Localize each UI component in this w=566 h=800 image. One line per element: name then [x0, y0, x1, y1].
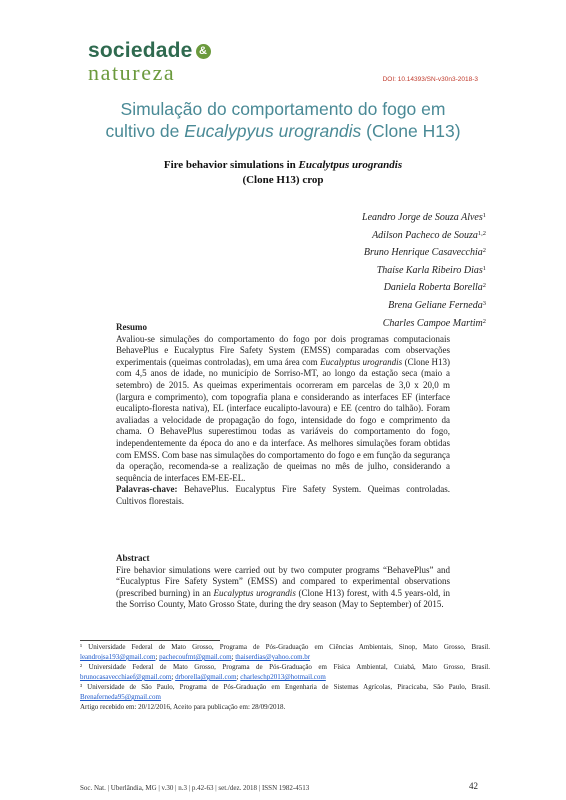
- doi[interactable]: DOI: 10.14393/SN-v30n3-2018-3: [382, 76, 478, 83]
- resumo-section: [116, 322, 450, 508]
- author-list: [362, 208, 486, 331]
- email-link[interactable]: thaiserdias@yahoo.com.br: [235, 653, 311, 661]
- resumo-body: Avaliou-se simulações do comportamento do fogo por dois programas computacionais BehavePlus e Eucalyptus Fire Safety System (EMSS) comparadas com observações experimentais (queimas controladas), em uma área com Eucalyptus urograndis (Clone H13) com 4,5 anos de idade, no município de Sorriso-MT, ao longo da estação seca (maio a setembro) de 2015. As queimas experimentais ocorreram em parcelas de 3,0 x 20,0 m (largura e comprimento), com topografia plana e considerando as interfaces EF (interface eucalipto-floresta nativa), EL (interface eucalipto-lavoura) e EE (centro do talhão). Foram avaliadas a velocidade de propagação do fogo, intensidade do fogo e comprimento da chama. O BehavePlus superestimou todas as variáveis do comportamento do fogo, independentemente da época do ano e da interface. As melhores simulações foram obtidas com EMSS. Com base nas simulações do comportamento do fogo e em função da segurança da operação, recomenda-se a realização de queimas no mês de julho, considerando a sequência de interfaces EM-EE-EL.: [116, 333, 450, 483]
- footnote-3: ³ Universidade de São Paulo, Programa de Pós-Graduação em Engenharia de Sistemas Agrícolas, Piracicaba, São Paulo, Brasil. Brenaferneda95@gmail.com: [80, 683, 490, 701]
- author: Adilson Pacheco de Souza$^{1,2}$: [372, 229, 486, 241]
- footnotes: [80, 642, 490, 712]
- author: Brena Geliane Ferneda$^3$: [388, 299, 486, 311]
- title-portuguese: Simulação do comportamento do fogo em cultivo de Eucalypyus urograndis (Clone H13): [105, 99, 461, 141]
- logo-ampersand: &: [196, 44, 211, 59]
- title-english: Fire behavior simulations in Eucalytpus urograndis (Clone H13) crop: [163, 159, 403, 186]
- logo-line-2: natureza: [88, 60, 176, 85]
- email-link[interactable]: pachecoufmt@gmail.com: [159, 653, 232, 661]
- journal-logo: [88, 40, 211, 84]
- page-number: 42: [469, 781, 478, 791]
- abstract-section: [116, 553, 450, 611]
- footnote-divider: [80, 640, 220, 641]
- email-link[interactable]: Brenaferneda95@gmail.com: [80, 693, 161, 701]
- author: Bruno Henrique Casavecchia$^2$: [363, 247, 486, 259]
- author: Thaíse Karla Ribeiro Dias$^1$: [376, 264, 486, 276]
- journal-citation: Soc. Nat. | Uberlândia, MG | v.30 | n.3 | p.42-63 | set./dez. 2018 | ISSN 1982-4513: [80, 784, 310, 792]
- resumo-keywords: Palavras-chave: BehavePlus. Eucalyptus Fire Safety System. Queimas controladas. Cultivos florestais.: [116, 484, 450, 506]
- abstract-body: Fire behavior simulations were carried out by two computer programs “BehavePlus” and “Eucalyptus Fire Safety System” (EMSS) and compared to experimental observations (prescribed burning) in an Eucalyptus urograndis (Clone H13) forest, with 4.5 years-old, in the Sorriso County, Mato Grosso State, during the dry season (May to September) of 2015.: [116, 564, 450, 610]
- logo-line-1: sociedade &: [88, 40, 211, 61]
- footnote-1: ¹ Universidade Federal de Mato Grosso, Programa de Pós-Graduação em Ciências Ambientais, Sinop, Mato Grosso, Brasil. leandrojsa193@gmail.com; pachecoufmt@gmail.com; thaiserdias@yahoo.com.br: [80, 643, 490, 661]
- author: Leandro Jorge de Souza Alves$^1$: [362, 212, 486, 223]
- resumo-heading: Resumo: [116, 322, 147, 332]
- email-link[interactable]: charleschp2013@hotmail.com: [240, 673, 326, 681]
- footnote-2: ² Universidade Federal de Mato Grosso, Programa de Pós-Graduação em Física Ambiental, Cuiabá, Mato Grosso, Brasil. brunocasavecchiaef@gmail.com; drborella@gmail.com; charleschp2013@hotmail.com: [80, 663, 490, 681]
- email-link[interactable]: drborella@gmail.com: [175, 673, 237, 681]
- received-dates: Artigo recebido em: 20/12/2016, Aceito para publicação em: 28/09/2018.: [80, 703, 286, 711]
- email-link[interactable]: leandrojsa193@gmail.com: [80, 653, 156, 661]
- author: Charles Campoe Martim$^2$: [382, 317, 486, 329]
- email-link[interactable]: brunocasavecchiaef@gmail.com: [80, 673, 172, 681]
- author: Daniela Roberta Borella$^2$: [383, 282, 486, 294]
- abstract-heading: Abstract: [116, 553, 150, 563]
